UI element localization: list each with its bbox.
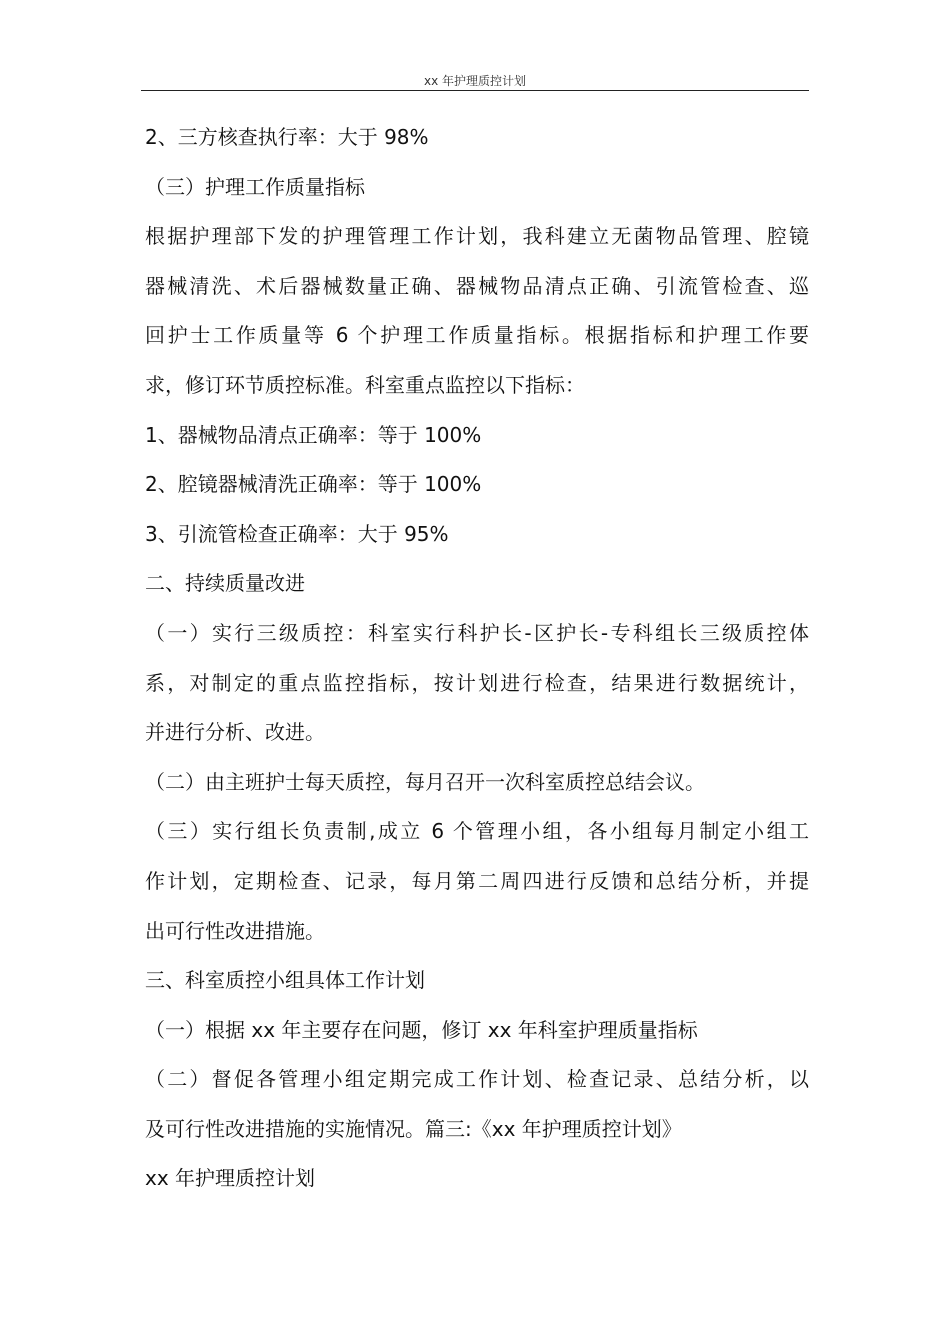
text-line: （二）由主班护士每天质控，每月召开一次科室质控总结会议。 bbox=[145, 769, 705, 794]
section-heading: 三、科室质控小组具体工作计划 bbox=[145, 968, 425, 993]
header-title: xx 年护理质控计划 bbox=[423, 74, 527, 88]
section-heading: xx 年护理质控计划 bbox=[145, 1166, 316, 1191]
text-line: 2、腔镜器械清洗正确率：等于 100% bbox=[145, 472, 482, 497]
text-line: 3、引流管检查正确率：大于 95% bbox=[145, 521, 449, 546]
text-line: 作计划，定期检查、记录，每月第二周四进行反馈和总结分析，并提 bbox=[145, 868, 809, 893]
text-line: 并进行分析、改进。 bbox=[145, 720, 325, 745]
text-line: 器械清洗、术后器械数量正确、器械物品清点正确、引流管检查、巡 bbox=[145, 273, 809, 298]
document-body bbox=[145, 113, 809, 1204]
section-heading: （三）护理工作质量指标 bbox=[145, 174, 365, 199]
page-header bbox=[141, 70, 809, 91]
section-heading: 二、持续质量改进 bbox=[145, 571, 305, 596]
text-line: （三）实行组长负责制,成立 6 个管理小组，各小组每月制定小组工 bbox=[145, 819, 809, 844]
text-line: 求，修订环节质控标准。科室重点监控以下指标： bbox=[145, 372, 585, 397]
text-line: 及可行性改进措施的实施情况。篇三:《xx 年护理质控计划》 bbox=[145, 1116, 682, 1141]
text-line: 根据护理部下发的护理管理工作计划，我科建立无菌物品管理、腔镜 bbox=[145, 224, 809, 249]
text-line: 1、器械物品清点正确率：等于 100% bbox=[145, 422, 482, 447]
text-line: 系，对制定的重点监控指标，按计划进行检查，结果进行数据统计， bbox=[145, 670, 809, 695]
text-line: 2、三方核查执行率：大于 98% bbox=[145, 125, 429, 149]
text-line: （二）督促各管理小组定期完成工作计划、检查记录、总结分析，以 bbox=[145, 1067, 809, 1092]
text-line: （一）实行三级质控：科室实行科护长-区护长-专科组长三级质控体 bbox=[145, 620, 809, 645]
text-line: （一）根据 xx 年主要存在问题，修订 xx 年科室护理质量指标 bbox=[145, 1017, 698, 1042]
text-line: 出可行性改进措施。 bbox=[145, 918, 325, 943]
text-line: 回护士工作质量等 6 个护理工作质量指标。根据指标和护理工作要 bbox=[145, 323, 809, 348]
